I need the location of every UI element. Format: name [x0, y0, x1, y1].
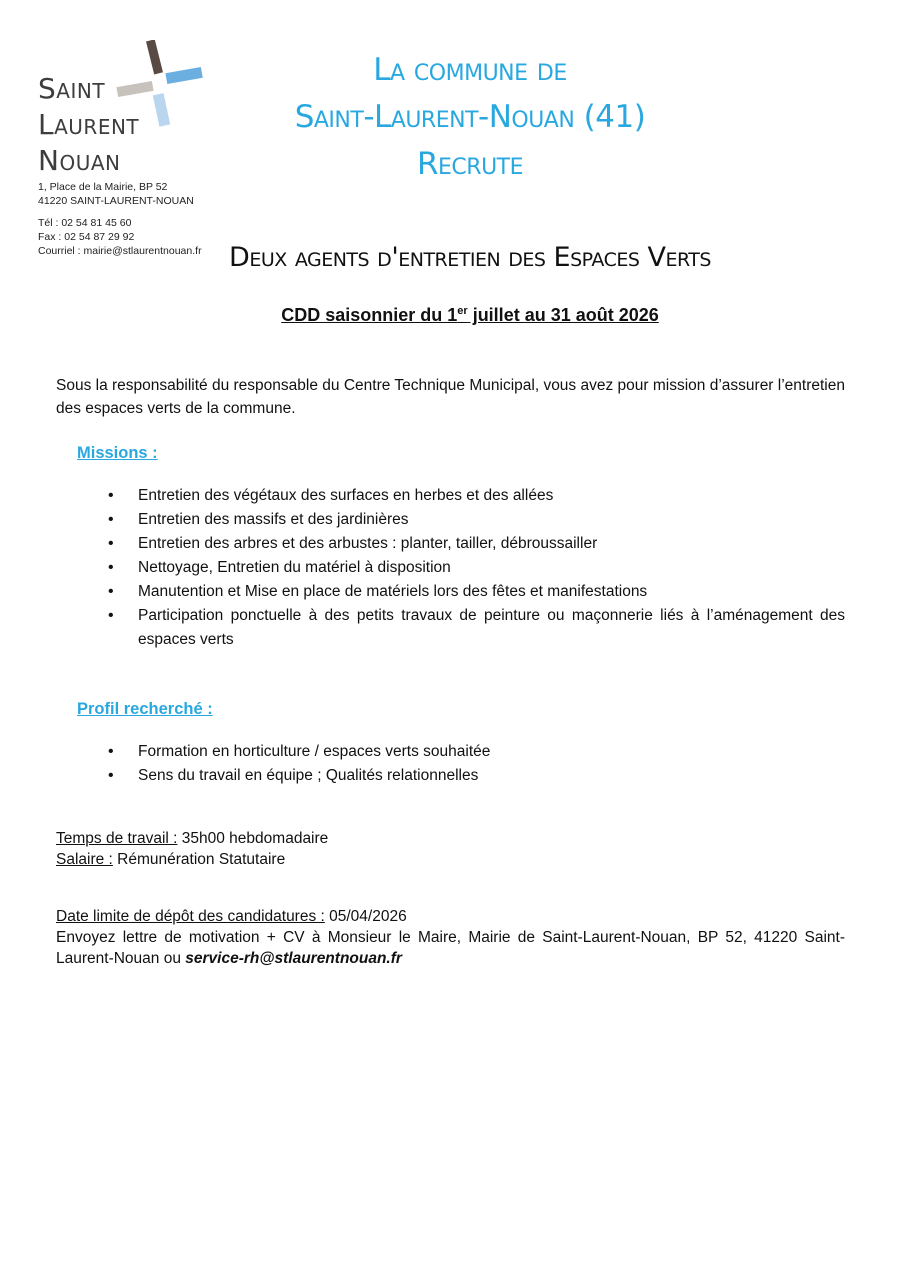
- fax: Fax : 02 54 87 29 92: [38, 231, 135, 243]
- phone: Tél : 02 54 81 45 60: [38, 217, 132, 229]
- header-line-1: La commune de: [373, 52, 567, 88]
- application-email[interactable]: service-rh@stlaurentnouan.fr: [185, 950, 402, 967]
- logo-cross-bar-right: [165, 67, 202, 84]
- job-title: Deux agents d'entretien des Espaces Verts: [229, 242, 711, 273]
- missions-list: [108, 484, 845, 652]
- logo-text-laurent: Laurent: [38, 108, 140, 141]
- list-item: • Entretien des massifs et des jardinières: [108, 508, 845, 532]
- address-line-2: 41220 SAINT-LAURENT-NOUAN: [38, 195, 194, 207]
- working-time: Temps de travail : 35h00 hebdomadaire: [56, 830, 329, 847]
- logo-text-nouan: Nouan: [38, 144, 121, 177]
- header-line-3: Recrute: [416, 146, 524, 182]
- list-item: • Nettoyage, Entretien du matériel à disposition: [108, 556, 845, 580]
- list-item: • Formation en horticulture / espaces verts souhaitée: [108, 740, 845, 764]
- contact-email: Courriel : mairie@stlaurentnouan.fr: [38, 245, 202, 257]
- logo-cross-bar-bottom: [153, 93, 170, 127]
- profile-list: [108, 740, 845, 788]
- missions-title: Missions :: [77, 444, 158, 462]
- logo-text-saint: Saint: [38, 72, 106, 105]
- application-instructions: Envoyez lettre de motivation + CV à Monsieur le Maire, Mairie de Saint-Laurent-Nouan, BP 52, 41220 Saint-Laurent-Nouan ou service-rh@stlaurentnouan.fr: [56, 929, 845, 967]
- list-item: • Manutention et Mise en place de matériels lors des fêtes et manifestations: [108, 580, 845, 604]
- logo-cross-bar-left: [116, 81, 153, 97]
- list-item: • Sens du travail en équipe ; Qualités relationnelles: [108, 764, 845, 788]
- intro-text: Sous la responsabilité du responsable du Centre Technique Municipal, vous avez pour mission d’assurer l’entretien des espaces verts de la commune.: [56, 377, 845, 417]
- list-item: • Entretien des arbres et des arbustes : planter, tailler, débroussailler: [108, 532, 845, 556]
- list-item: • Entretien des végétaux des surfaces en herbes et des allées: [108, 484, 845, 508]
- salary: Salaire : Rémunération Statutaire: [56, 851, 286, 868]
- header-line-2: Saint-Laurent-Nouan (41): [294, 99, 646, 135]
- logo-cross-bar-top: [146, 40, 163, 74]
- list-item: • Participation ponctuelle à des petits travaux de peinture ou maçonnerie liés à l’aménagement des espaces verts: [108, 604, 845, 652]
- contract-period: CDD saisonnier du 1er juillet au 31 août 2026: [281, 305, 659, 325]
- application-deadline: Date limite de dépôt des candidatures : 05/04/2026: [56, 908, 407, 925]
- profile-title: Profil recherché :: [77, 700, 213, 718]
- address-line-1: 1, Place de la Mairie, BP 52: [38, 181, 168, 193]
